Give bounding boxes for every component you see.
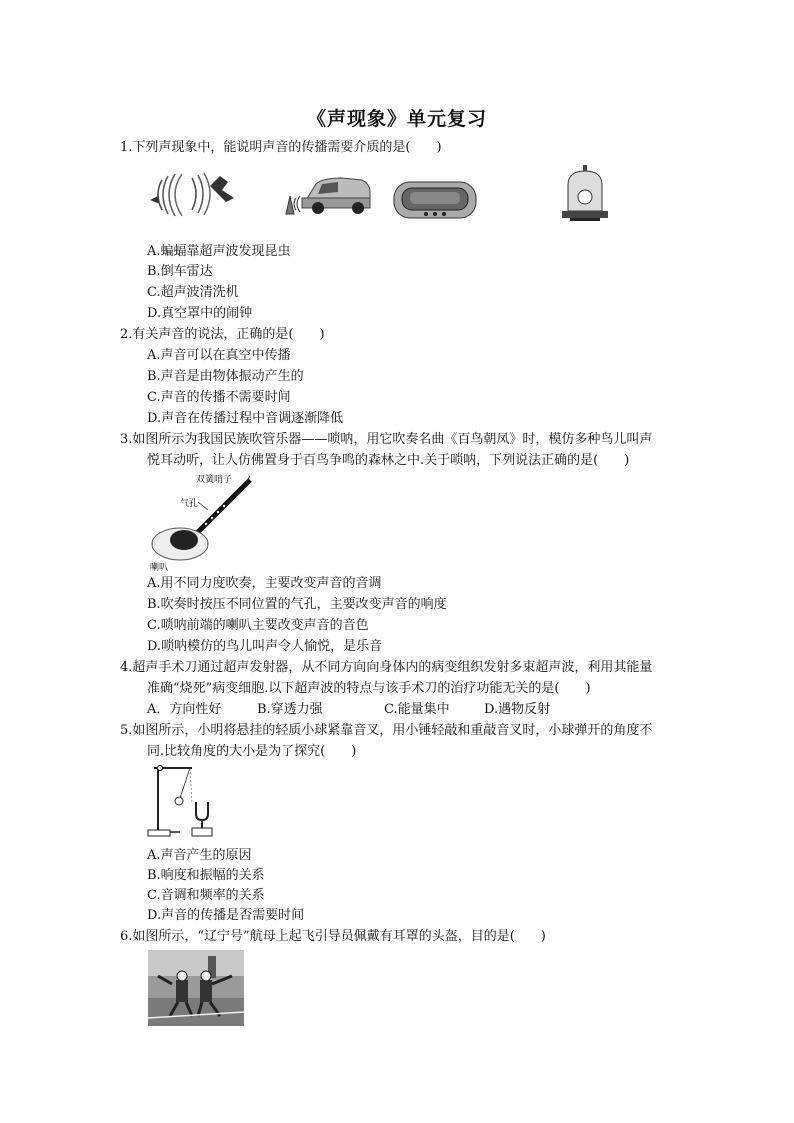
question-3-option-d: D.唢呐模仿的鸟儿叫声令人愉悦，是乐音 <box>147 639 383 654</box>
question-3-stem-line-1: 3.如图所示为我国民族吹管乐器——唢呐，用它吹奏名曲《百鸟朝凤》时，模仿多种鸟儿叫声 <box>120 432 653 447</box>
question-2-option-d: D.声音在传播过程中音调逐渐降低 <box>147 411 344 426</box>
question-2-option-b: B.声音是由物体振动产生的 <box>147 369 304 384</box>
question-4-option-c: C.能量集中 <box>384 702 450 717</box>
ultrasonic-cleaner-figure <box>392 178 478 222</box>
question-2-option-c: C.声音的传播不需要时间 <box>147 390 291 405</box>
question-5-option-b: B.响度和振幅的关系 <box>147 868 265 883</box>
question-6-stem: 6.如图所示，“辽宁号”航母上起飞引导员佩戴有耳罩的头盔，目的是( ) <box>120 929 546 944</box>
question-1-option-a: A.蝙蝠靠超声波发现昆虫 <box>147 244 291 259</box>
question-1-option-c: C.超声波清洗机 <box>147 285 239 300</box>
question-2-option-a: A.声音可以在真空中传播 <box>147 348 291 363</box>
question-5-stem-line-1: 5.如图所示，小明将悬挂的轻质小球紧靠音叉，用小锤轻敲和重敲音叉时，小球弹开的角度不 <box>120 723 653 738</box>
label-air-hole: 气孔 <box>180 499 199 509</box>
aircraft-carrier-crew-photo <box>148 950 244 1026</box>
question-5-option-c: C.音调和频率的关系 <box>147 888 265 903</box>
page-title: 《声现象》单元复习 <box>306 108 487 130</box>
vacuum-bell-jar-clock-figure <box>560 165 610 223</box>
car-reversing-radar-figure <box>282 170 372 218</box>
bat-ultrasound-figure <box>148 170 238 218</box>
question-2-stem: 2.有关声音的说法，正确的是( ) <box>120 327 325 342</box>
label-horn: 喇叭 <box>150 563 169 573</box>
question-4-option-a: A．方向性好 <box>147 702 222 717</box>
question-5-stem-line-2: 同.比较角度的大小是为了探究( ) <box>147 744 357 759</box>
question-1-option-d: D.真空罩中的闹钟 <box>147 306 253 321</box>
question-4-option-d: D.遇物反射 <box>484 702 551 717</box>
question-4-stem-line-2: 准确“烧死”病变细胞.以下超声波的特点与该手术刀的治疗功能无关的是( ) <box>147 681 591 696</box>
question-5-option-d: D.声音的传播是否需要时间 <box>147 908 305 923</box>
question-1-stem: 1.下列声现象中，能说明声音的传播需要介质的是( ) <box>120 140 442 155</box>
suona-figure <box>150 472 260 568</box>
question-3-stem-line-2: 悦耳动听，让人仿佛置身于百鸟争鸣的森林之中.关于唢呐，下列说法正确的是( ) <box>147 453 630 468</box>
question-1-option-b: B.倒车雷达 <box>147 264 213 279</box>
question-4-option-b: B.穿透力强 <box>257 702 323 717</box>
tuning-fork-ball-figure <box>146 762 226 842</box>
question-3-option-a: A.用不同力度吹奏，主要改变声音的音调 <box>147 576 382 591</box>
question-3-option-b: B.吹奏时按压不同位置的气孔，主要改变声音的响度 <box>147 597 447 612</box>
question-4-stem-line-1: 4.超声手术刀通过超声发射器，从不同方向向身体内的病变组织发射多束超声波，利用其能量 <box>120 660 653 675</box>
question-5-option-a: A.声音产生的原因 <box>147 848 252 863</box>
question-3-option-c: C.唢呐前端的喇叭主要改变声音的音色 <box>147 618 369 633</box>
label-double-reed: 双簧哨子 <box>196 475 233 485</box>
